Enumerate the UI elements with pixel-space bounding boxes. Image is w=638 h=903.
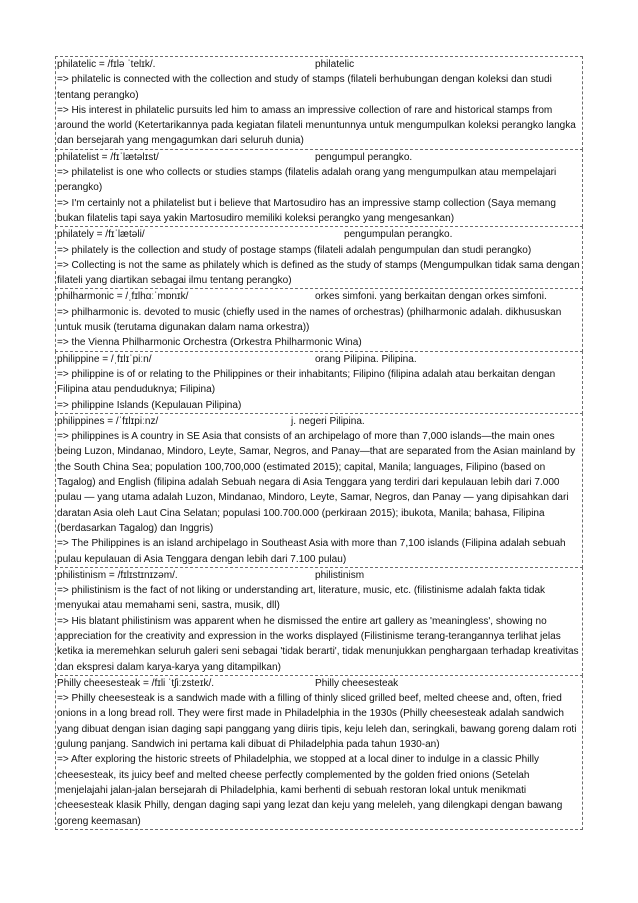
entry-philately (55, 226, 583, 289)
entry-example: => philippine Islands (Kepulauan Pilipina) (57, 399, 242, 411)
entry-definition: => philately is the collection and study of postage stamps (filateli adalah pengumpulan dan studi perangko) (57, 244, 532, 256)
entry-philatelist (55, 149, 583, 227)
entry-term: philippines = /ˈfɪlɪpiːnz/ (57, 415, 159, 427)
entry-philistinism (55, 567, 583, 676)
entry-gloss: orang Pilipina. Pilipina. (315, 353, 417, 365)
entry-example: => The Philippines is an island archipelago in Southeast Asia with more than 7,100 islands (Filipina adalah sebuah pulau kepulauan di Asia Tenggara dengan lebih dari 7.100 pulau) (57, 538, 566, 565)
entry-headline (57, 227, 581, 242)
entry-term: philatelist = /fɪˈlætəlɪst/ (57, 151, 159, 163)
dictionary-page (55, 57, 583, 830)
entry-example: => His blatant philistinism was apparent when he dismissed the entire art gallery as 'meaningless', showing no appreciation for the creativity and expression in the works displayed (Filistinisme terang-terangannya terlihat jelas ketika ia meremehkan seluruh galeri seni sebagai 'tidak berarti', tidak menunjukkan penghargaan terhadap kreativitas dan ekspresi dalam karya-karya yang ditampilkan) (57, 615, 579, 673)
entry-gloss: j. negeri Pilipina. (291, 415, 365, 427)
entry-example: => I'm certainly not a philatelist but i believe that Martosudiro has an impressive stamp collection (Saya memang bukan filatelis tapi saya yakin Martosudiro memiliki koleksi perangko yang mengesankan) (57, 197, 556, 224)
entry-definition: => Philly cheesesteak is a sandwich made with a filling of thinly sliced grilled beef, melted cheese and, often, fried onions in a long bread roll. They were first made in Philadelphia in the 1930s (Philly cheesesteak adalah sandwich yang dibuat dengan isian daging sapi panggang yang diiris tipis, keju leleh dan, seringkali, bawang goreng dalam roti gulung panjang. Sandwich ini pertama kali dibuat di Philadelphia pada tahun 1930-an) (57, 693, 577, 751)
entry-philharmonic (55, 288, 583, 351)
entry-gloss: orkes simfoni. yang berkaitan dengan orkes simfoni. (315, 291, 547, 303)
entry-headline (57, 414, 581, 429)
entry-definition: => philharmonic is. devoted to music (chiefly used in the names of orchestras) (philharmonic adalah. dikhususkan untuk musik (terutama digunakan dalam nama orkestra)) (57, 306, 562, 334)
entry-gloss: philatelic (315, 59, 355, 70)
entry-term: philistinism = /fɪlɪstɪnɪzəm/. (57, 569, 178, 581)
entry-term: Philly cheesesteak = /fɪli ˈtʃiːzsteɪk/. (57, 677, 215, 689)
entry-gloss: pengumpulan perangko. (344, 229, 453, 241)
entry-philly-cheesesteak (55, 675, 583, 830)
entry-headline (57, 352, 581, 367)
entry-headline (57, 150, 581, 165)
entry-term: philippine = /ˌfɪlɪˈpiːn/ (57, 353, 152, 365)
entry-definition: => philatelist is one who collects or studies stamps (filatelis adalah orang yang mengumpulkan atau mempelajari perangko) (57, 167, 557, 194)
entry-definition: => philippine is of or relating to the Philippines or their inhabitants; Filipino (filipina adalah atau berkaitan dengan Filipina atau penduduknya; Filipina) (57, 368, 556, 396)
entry-philippine (55, 351, 583, 414)
entry-example: => After exploring the historic streets of Philadelphia, we stopped at a local diner to indulge in a classic Philly cheesesteak, its juicy beef and melted cheese perfectly complemented by the golden fried onions (Setelah menjelajahi jalan-jalan bersejarah di Philadelphia, kami berhenti di sebuah restoran lokal untuk menikmati cheesesteak klasik Philly, dengan daging sapi yang lezat dan keju yang meleleh, yang dilengkapi dengan bawang goreng keemasan) (57, 754, 563, 827)
entry-definition: => philatelic is connected with the collection and study of stamps (filateli berhubungan dengan koleksi dan studi tentang perangko) (57, 74, 552, 101)
entry-term: philatelic = /fɪlə ˈtelɪk/. (57, 59, 156, 70)
entry-definition: => philistinism is the fact of not liking or understanding art, literature, music, etc. (filistinisme adalah fakta tidak menyukai atau memahami seni, sastra, musik, dll) (57, 585, 546, 612)
entry-philippines (55, 413, 583, 568)
entry-headline (57, 676, 581, 691)
entry-gloss: philistinism (315, 569, 365, 581)
entry-gloss: pengumpul perangko. (315, 151, 413, 163)
entry-headline (57, 57, 581, 72)
entry-example: => His interest in philatelic pursuits led him to amass an impressive collection of rare and historical stamps from around the world (Ketertarikannya pada kegiatan filateli menuntunnya untuk mengumpulkan koleksi perangko langka dan bersejarah yang mengagumkan dari seluruh dunia) (57, 104, 576, 147)
entry-definition: => philippines is A country in SE Asia that consists of an archipelago of more than 7,000 islands—the main ones being Luzon, Mindanao, Mindoro, Leyte, Samar, Negros, and Panay—that are separated from the Asian mainland by the South China Sea; population 100,700,000 (estimated 2015); capital, Manila; languages, Filipino (based on Tagalog) and English (filipina adalah Sebuah negara di Asia Tenggara yang terdiri dari kepulauan lebih dari 7.000 pulau — yang utama adalah Luzon, Mindanao, Mindoro, Leyte, Samar, Negros, dan Panay — yang dipisahkan dari daratan Asia oleh Laut Cina Selatan; populasi 100.700.000 (perkiraan 2015); ibukota, Manila; bahasa, Filipina (berdasarkan Tagalog) dan Inggris) (57, 431, 576, 534)
entry-example: => the Vienna Philharmonic Orchestra (Orkestra Philharmonic Wina) (57, 337, 362, 349)
entry-term: philately = /fɪˈlætəli/ (57, 229, 145, 241)
entry-gloss: Philly cheesesteak (315, 677, 399, 689)
entry-philatelic (55, 56, 583, 150)
entry-term: philharmonic = /ˌfɪlhɑːˈmɒnɪk/ (57, 291, 189, 303)
entry-headline (57, 289, 581, 304)
entry-headline (57, 568, 581, 583)
entry-example: => Collecting is not the same as philately which is defined as the study of stamps (Mengumpulkan tidak sama dengan filateli yang diartikan sebagai ilmu tentang perangko) (57, 259, 580, 287)
